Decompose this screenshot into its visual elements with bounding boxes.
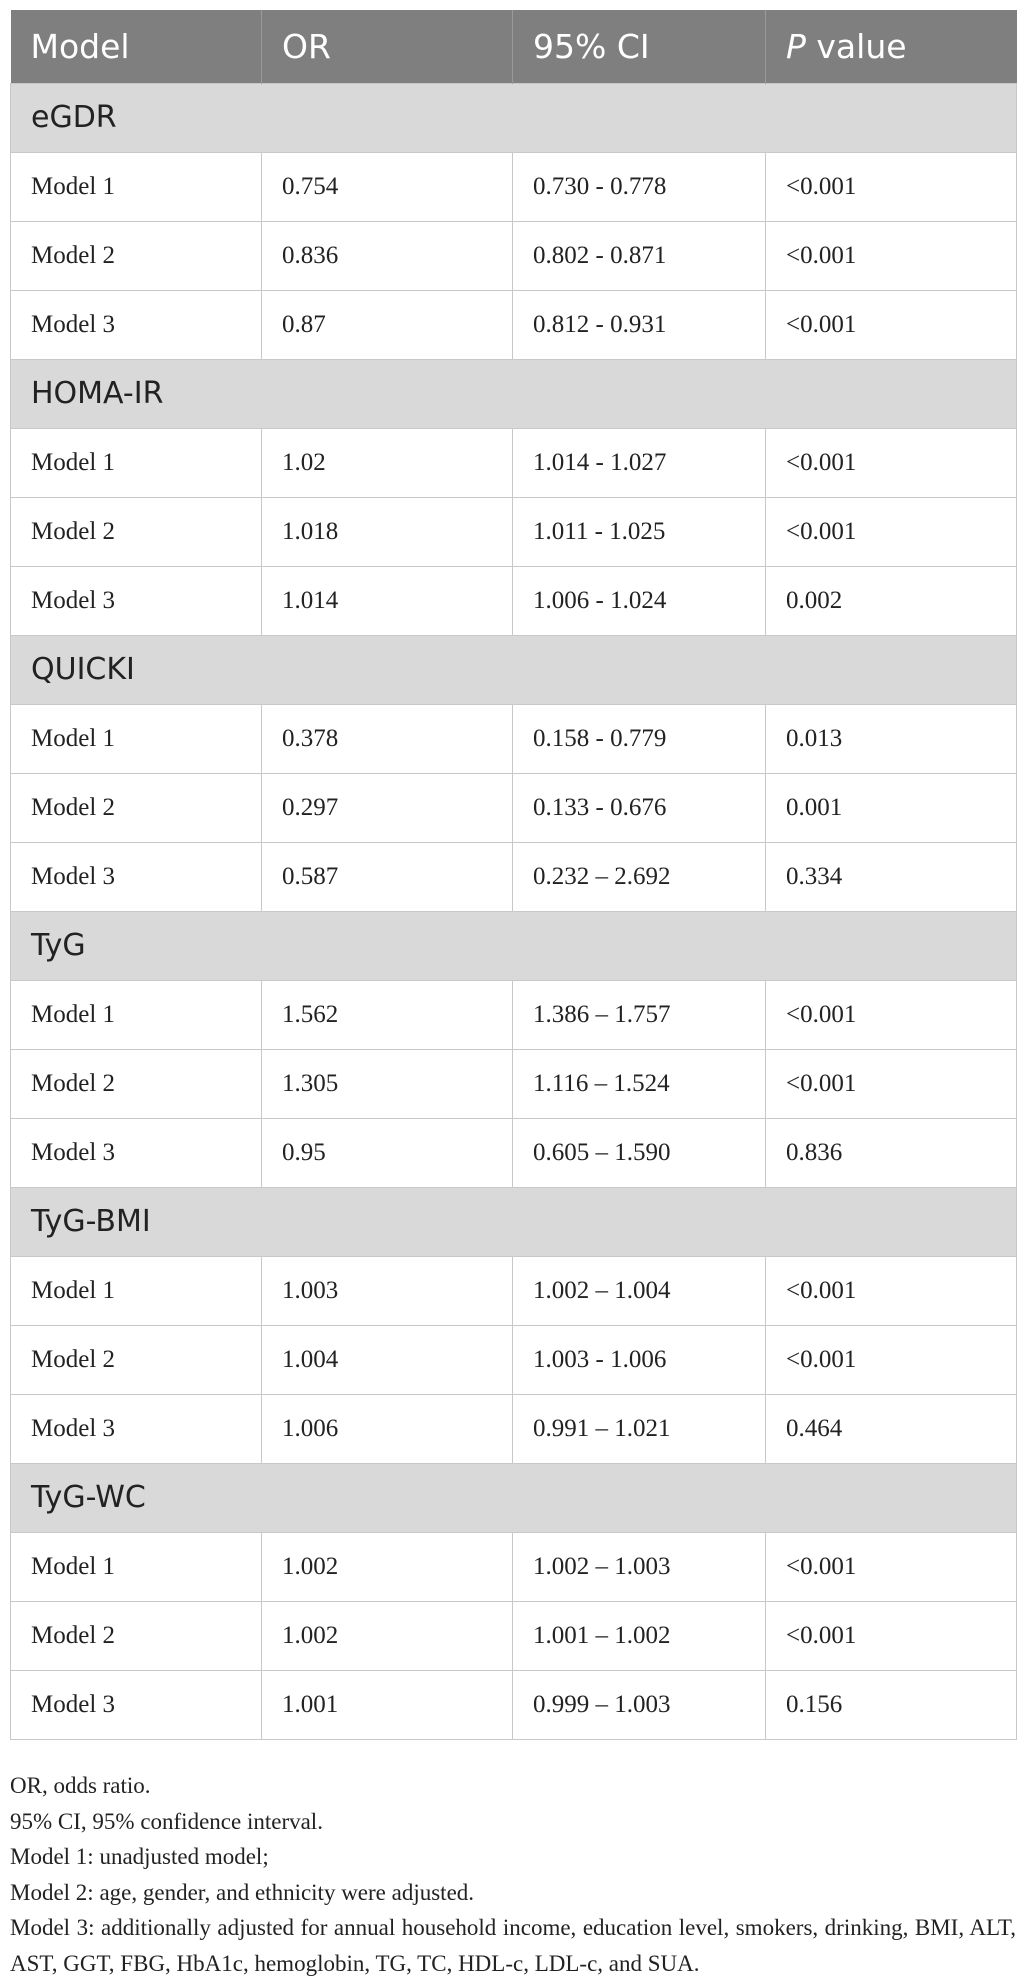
cell-model: Model 2 bbox=[11, 1601, 262, 1670]
cell-ci: 0.133 - 0.676 bbox=[513, 773, 766, 842]
cell-or: 1.002 bbox=[262, 1601, 513, 1670]
table-row bbox=[11, 1256, 1017, 1325]
group-row bbox=[11, 359, 1017, 428]
group-label: QUICKI bbox=[11, 635, 1017, 704]
table-row bbox=[11, 497, 1017, 566]
cell-ci: 1.014 - 1.027 bbox=[513, 428, 766, 497]
odds-ratio-table bbox=[10, 10, 1017, 1740]
cell-ci: 0.232 – 2.692 bbox=[513, 842, 766, 911]
table-row bbox=[11, 1325, 1017, 1394]
cell-p-value: <0.001 bbox=[766, 1325, 1017, 1394]
cell-p-value: <0.001 bbox=[766, 152, 1017, 221]
cell-model: Model 3 bbox=[11, 290, 262, 359]
table-row bbox=[11, 152, 1017, 221]
cell-model: Model 1 bbox=[11, 1256, 262, 1325]
footnote-model-3: Model 3: additionally adjusted for annual household income, education level, smokers, drinking, BMI, ALT, AST, GGT, FBG, HbA1c, hemoglobin, TG, TC, HDL-c, LDL-c, and SUA. bbox=[10, 1915, 1016, 1976]
cell-p-value: <0.001 bbox=[766, 1601, 1017, 1670]
cell-model: Model 3 bbox=[11, 1118, 262, 1187]
cell-p-value: <0.001 bbox=[766, 221, 1017, 290]
footnote-model-1: Model 1: unadjusted model; bbox=[10, 1844, 269, 1869]
cell-or: 1.305 bbox=[262, 1049, 513, 1118]
table-row bbox=[11, 290, 1017, 359]
cell-or: 0.378 bbox=[262, 704, 513, 773]
cell-p-value: <0.001 bbox=[766, 1049, 1017, 1118]
group-row bbox=[11, 83, 1017, 152]
cell-or: 1.006 bbox=[262, 1394, 513, 1463]
cell-ci: 1.386 – 1.757 bbox=[513, 980, 766, 1049]
p-italic: P bbox=[786, 26, 806, 66]
column-header-ci: 95% CI bbox=[513, 10, 766, 83]
cell-p-value: <0.001 bbox=[766, 290, 1017, 359]
table-row bbox=[11, 1049, 1017, 1118]
cell-or: 0.87 bbox=[262, 290, 513, 359]
group-row bbox=[11, 911, 1017, 980]
cell-ci: 0.991 – 1.021 bbox=[513, 1394, 766, 1463]
footnote-ci: 95% CI, 95% confidence interval. bbox=[10, 1808, 323, 1834]
table-row bbox=[11, 1532, 1017, 1601]
cell-or: 0.587 bbox=[262, 842, 513, 911]
cell-model: Model 2 bbox=[11, 221, 262, 290]
cell-ci: 0.158 - 0.779 bbox=[513, 704, 766, 773]
cell-or: 1.02 bbox=[262, 428, 513, 497]
cell-model: Model 1 bbox=[11, 1532, 262, 1601]
cell-p-value: 0.464 bbox=[766, 1394, 1017, 1463]
cell-or: 0.95 bbox=[262, 1118, 513, 1187]
cell-p-value: <0.001 bbox=[766, 497, 1017, 566]
cell-p-value: 0.156 bbox=[766, 1670, 1017, 1739]
group-label: HOMA-IR bbox=[11, 359, 1017, 428]
cell-p-value: <0.001 bbox=[766, 1256, 1017, 1325]
cell-or: 1.562 bbox=[262, 980, 513, 1049]
cell-model: Model 2 bbox=[11, 773, 262, 842]
group-label: TyG bbox=[11, 911, 1017, 980]
cell-p-value: <0.001 bbox=[766, 428, 1017, 497]
cell-or: 1.002 bbox=[262, 1532, 513, 1601]
cell-or: 0.754 bbox=[262, 152, 513, 221]
cell-ci: 1.006 - 1.024 bbox=[513, 566, 766, 635]
group-label: TyG-WC bbox=[11, 1463, 1017, 1532]
table-row bbox=[11, 1118, 1017, 1187]
cell-ci: 1.116 – 1.524 bbox=[513, 1049, 766, 1118]
cell-or: 1.014 bbox=[262, 566, 513, 635]
cell-p-value: 0.013 bbox=[766, 704, 1017, 773]
cell-model: Model 1 bbox=[11, 152, 262, 221]
p-value-suffix: value bbox=[816, 26, 907, 66]
cell-p-value: <0.001 bbox=[766, 980, 1017, 1049]
cell-ci: 0.802 - 0.871 bbox=[513, 221, 766, 290]
group-label: eGDR bbox=[11, 83, 1017, 152]
cell-ci: 0.812 - 0.931 bbox=[513, 290, 766, 359]
column-header-model: Model bbox=[11, 10, 262, 83]
group-row bbox=[11, 1463, 1017, 1532]
table-footnotes bbox=[10, 1768, 1016, 1981]
cell-model: Model 3 bbox=[11, 566, 262, 635]
cell-model: Model 1 bbox=[11, 704, 262, 773]
cell-ci: 1.011 - 1.025 bbox=[513, 497, 766, 566]
cell-model: Model 3 bbox=[11, 1394, 262, 1463]
cell-p-value: 0.334 bbox=[766, 842, 1017, 911]
table-body bbox=[11, 83, 1017, 1739]
table-row bbox=[11, 1670, 1017, 1739]
table-row bbox=[11, 428, 1017, 497]
cell-ci: 1.001 – 1.002 bbox=[513, 1601, 766, 1670]
column-header-p-value bbox=[766, 10, 1017, 83]
cell-p-value: 0.836 bbox=[766, 1118, 1017, 1187]
table-row bbox=[11, 842, 1017, 911]
cell-model: Model 3 bbox=[11, 1670, 262, 1739]
cell-p-value: 0.001 bbox=[766, 773, 1017, 842]
cell-or: 1.004 bbox=[262, 1325, 513, 1394]
cell-ci: 1.002 – 1.004 bbox=[513, 1256, 766, 1325]
cell-or: 1.001 bbox=[262, 1670, 513, 1739]
column-header-or: OR bbox=[262, 10, 513, 83]
cell-ci: 1.003 - 1.006 bbox=[513, 1325, 766, 1394]
cell-ci: 1.002 – 1.003 bbox=[513, 1532, 766, 1601]
table-row bbox=[11, 221, 1017, 290]
cell-model: Model 3 bbox=[11, 842, 262, 911]
cell-p-value: 0.002 bbox=[766, 566, 1017, 635]
cell-or: 0.836 bbox=[262, 221, 513, 290]
group-row bbox=[11, 1187, 1017, 1256]
group-row bbox=[11, 635, 1017, 704]
cell-or: 1.003 bbox=[262, 1256, 513, 1325]
cell-model: Model 1 bbox=[11, 980, 262, 1049]
table-row bbox=[11, 1394, 1017, 1463]
cell-p-value: <0.001 bbox=[766, 1532, 1017, 1601]
cell-model: Model 1 bbox=[11, 428, 262, 497]
cell-or: 0.297 bbox=[262, 773, 513, 842]
cell-ci: 0.999 – 1.003 bbox=[513, 1670, 766, 1739]
cell-ci: 0.605 – 1.590 bbox=[513, 1118, 766, 1187]
table-row bbox=[11, 773, 1017, 842]
cell-ci: 0.730 - 0.778 bbox=[513, 152, 766, 221]
table-row bbox=[11, 1601, 1017, 1670]
cell-model: Model 2 bbox=[11, 1325, 262, 1394]
table-row bbox=[11, 704, 1017, 773]
table-row bbox=[11, 980, 1017, 1049]
table-row bbox=[11, 566, 1017, 635]
cell-or: 1.018 bbox=[262, 497, 513, 566]
table-header-row bbox=[11, 10, 1017, 83]
footnote-model-2: Model 2: age, gender, and ethnicity were adjusted. bbox=[10, 1879, 475, 1905]
footnote-or: OR, odds ratio. bbox=[10, 1773, 151, 1798]
cell-model: Model 2 bbox=[11, 1049, 262, 1118]
cell-model: Model 2 bbox=[11, 497, 262, 566]
group-label: TyG-BMI bbox=[11, 1187, 1017, 1256]
